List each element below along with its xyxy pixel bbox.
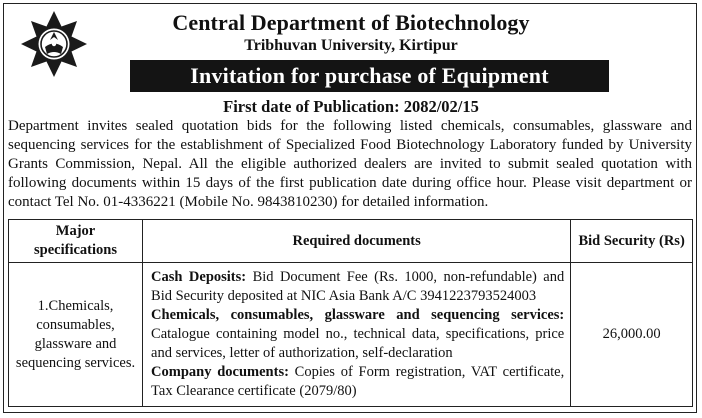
bid-security-amount: 26,000.00	[571, 263, 693, 407]
publication-date: First date of Publication: 2082/02/15	[223, 97, 479, 116]
documents-cell	[143, 263, 571, 407]
intro-paragraph: Department invites sealed quotation bids for the following listed chemicals, consumables, glassware and sequencing services for the establishment of Specialized Food Biotechnology Laboratory funded by University Grants Commission, Nepal. All the eligible authorized dealers are invited to submit sealed quotation with following documents within 15 days of the first publication date during office hour. Please visit department or contact Tel No. 01-4336221 (Mobile No. 9843810230) for detailed information.	[8, 118, 692, 210]
document-item-company	[151, 363, 564, 401]
document-title: Company documents:	[151, 364, 289, 380]
university-name: Tribhuvan University, Kirtipur	[244, 37, 458, 54]
document-item-cash-deposits	[151, 268, 564, 306]
document-text: Copies of Form registration, VAT certificate, Tax Clearance certificate (2079/80)	[151, 364, 565, 399]
document-title: Chemicals, consumables, glassware and sequencing services:	[151, 307, 565, 323]
table-header-row	[9, 220, 693, 263]
document-title: Cash Deposits:	[151, 269, 247, 285]
header-required-documents: Required documents	[143, 220, 571, 263]
specification-cell: 1.Chemicals, consumables, glassware and sequencing services.	[9, 263, 143, 407]
requirements-table	[8, 219, 693, 407]
header-major-specifications: Major specifications	[9, 220, 143, 263]
header-bid-security: Bid Security (Rs)	[571, 220, 693, 263]
document-text: Bid Document Fee (Rs. 1000, non-refundable) and Bid Security deposited at NIC Asia Bank A/C 3941223793524003	[151, 269, 565, 304]
table-row	[9, 263, 693, 407]
document-item-catalogue	[151, 306, 564, 363]
organization-name: Central Department of Biotechnology	[172, 10, 530, 35]
notice-title-banner: Invitation for purchase of Equipment	[130, 60, 609, 92]
document-text: Catalogue containing model no., technical data, specifications, price and services, letter of authorization, self-declaration	[151, 326, 565, 361]
